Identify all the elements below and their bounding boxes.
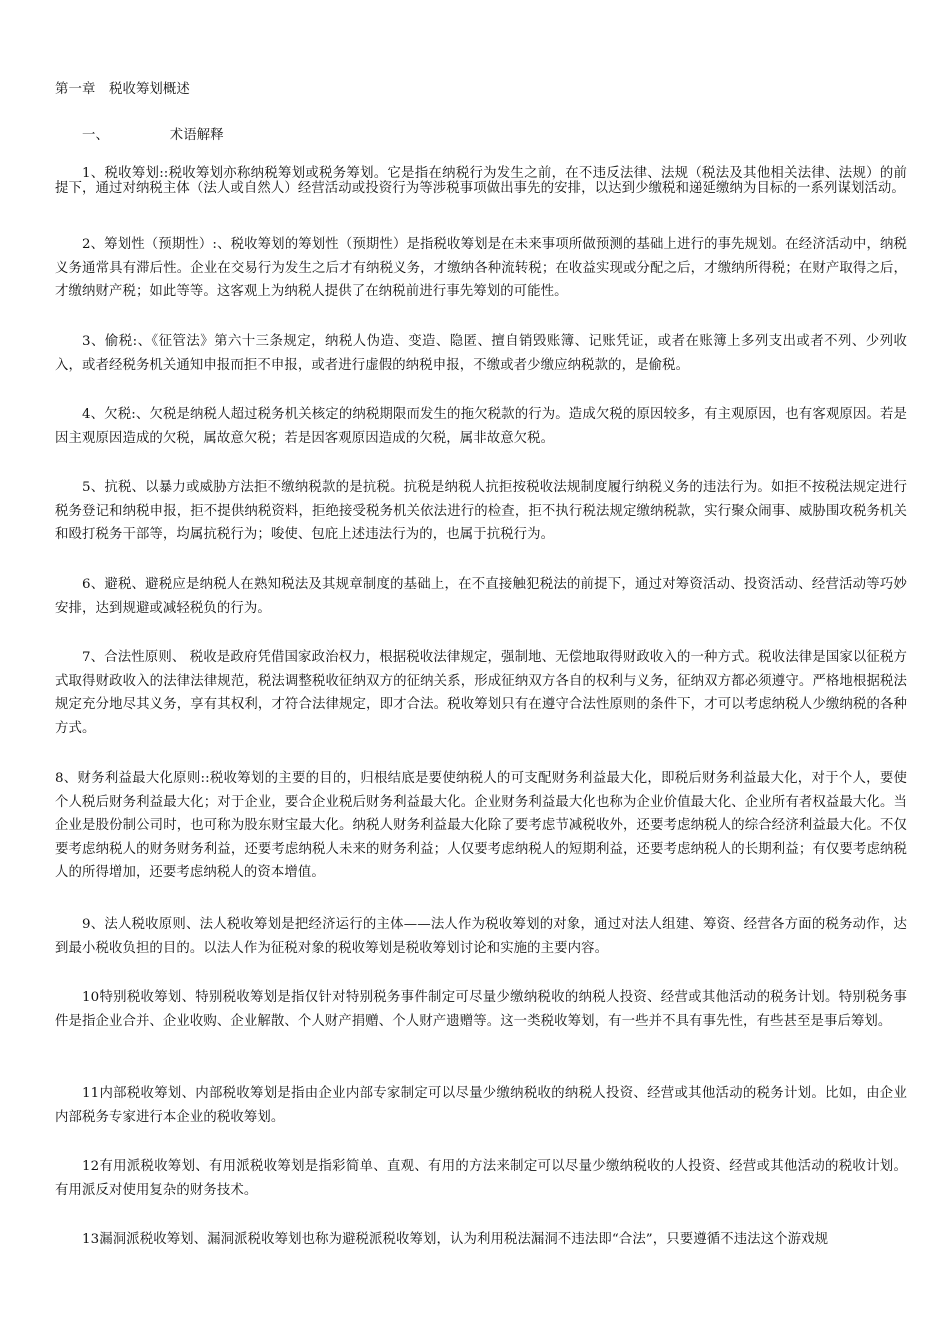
paragraph-loophole-planning: 13漏洞派税收筹划、漏洞派税收筹划也称为避税派税收筹划，认为利用税法漏洞不违法即“合法”，只要遵循不违法这个游戏规 (82, 1232, 829, 1247)
paragraph-tax-avoidance: 6、避税、避税应是纳税人在熟知税法及其规章制度的基础上，在不直接触犯税法的前提下，通过对筹资活动、投资活动、经营活动等巧妙安排，达到规避或减轻税负的行为。 (55, 577, 907, 616)
paragraph-tax-resistance: 5、抗税、以暴力或威胁方法拒不缴纳税款的是抗税。抗税是纳税人抗拒按税收法规制度履行纳税义务的违法行为。如拒不按税法规定进行税务登记和纳税申报，拒不提供纳税资料，拒绝接受税务机关依法进行的检查，拒不执行税法规定缴纳税款，实行聚众闹事、威胁围攻税务机关和殴打税务干部等，均属抗税行为；唆使、包庇上述违法行为的，也属于抗税行为。 (55, 480, 907, 542)
paragraph-internal-planning: 11内部税收筹划、内部税收筹划是指由企业内部专家制定可以尽量少缴纳税收的纳税人投资、经营或其他活动的税务计划。比如，由企业内部税务专家进行本企业的税收筹划。 (55, 1086, 907, 1125)
section-heading: 一、 术语解释 (82, 128, 224, 143)
paragraph-practical-planning: 12有用派税收筹划、有用派税收筹划是指彩简单、直观、有用的方法来制定可以尽量少缴纳税收的人投资、经营或其他活动的税收计划。有用派反对使用复杂的财务技术。 (55, 1159, 907, 1198)
paragraph-financial-benefit: 8、财务利益最大化原则::税收筹划的主要的目的，归根结底是要使纳税人的可支配财务利益最大化，即税后财务利益最大化，对于个人，要使个人税后财务利益最大化；对于企业，要合企业税后财务利益最大化。企业财务利益最大化也称为企业价值最大化、企业所有者权益最大化。当企业是股份制公司时，也可称为股东财宝最大化。纳税人财务利益最大化除了要考虑节减税收外，还要考虑纳税人的综合经济利益最大化。不仅要考虑纳税人的财务财务利益，还要考虑纳税人未来的财务利益；人仅要考虑纳税人的短期利益，还要考虑纳税人的长期利益；有仅要考虑纳税人的所得增加，还要考虑纳税人的资本增值。 (55, 771, 907, 880)
paragraph-legality-principle: 7、合法性原则、 税收是政府凭借国家政治权力，根据税收法律规定，强制地、无偿地取得财政收入的一种方式。税收法律是国家以征税方式取得财政收入的法律法律规范，税法调整税收征纳双方的征纳关系，形成征纳双方各自的权利与义务，征纳双方都必须遵守。严格地根据税法规定充分地尽其义务，享有其权利，才符合法律规定，即才合法。税收筹划只有在遵守合法性原则的条件下，才可以考虑纳税人少缴纳税的各种方式。 (55, 650, 907, 736)
paragraph-legal-person: 9、法人税收原则、法人税收筹划是把经济运行的主体——法人作为税收筹划的对象，通过对法人组建、筹资、经营各方面的税务动作，达到最小税收负担的目的。以法人作为征税对象的税收筹划是税收筹划讨论和实施的主要内容。 (55, 917, 907, 956)
paragraph-tax-evasion: 3、偷税:、《征管法》第六十三条规定，纳税人伪造、变造、隐匿、擅自销毁账簿、记账凭证，或者在账簿上多列支出或者不列、少列收入，或者经税务机关通知申报而拒不申报，或者进行虚假的纳税申报，不缴或者少缴应纳税款的，是偷税。 (55, 334, 907, 373)
paragraph-planning-nature: 2、筹划性（预期性）:、税收筹划的筹划性（预期性）是指税收筹划是在未来事项所做预测的基础上进行的事先规划。在经济活动中，纳税义务通常具有滞后性。企业在交易行为发生之后才有纳税义务，才缴纳各种流转税；在收益实现或分配之后，才缴纳所得税；在财产取得之后，才缴纳财产税；如此等等。这客观上为纳税人提供了在纳税前进行事先筹划的可能性。 (55, 237, 907, 299)
paragraph-tax-arrears: 4、欠税:、欠税是纳税人超过税务机关核定的纳税期限而发生的拖欠税款的行为。造成欠税的原因较多，有主观原因，也有客观原因。若是因主观原因造成的欠税，属故意欠税；若是因客观原因造成的欠税，属非故意欠税。 (55, 407, 907, 446)
chapter-title: 第一章 税收筹划概述 (55, 82, 190, 97)
paragraph-tax-planning: 1、税收筹划::税收筹划亦称纳税筹划或税务筹划。它是指在纳税行为发生之前，在不违反法律、法规（税法及其他相关法律、法规）的前提下，通过对纳税主体（法人或自然人）经营活动或投资行为等涉税事项做出事先的安排，以达到少缴税和递延缴纳为目标的一系列谋划活动。 (55, 166, 907, 196)
paragraph-special-planning: 10特别税收筹划、特别税收筹划是指仅针对特别税务事件制定可尽量少缴纳税收的纳税人投资、经营或其他活动的税务计划。特别税务事件是指企业合并、企业收购、企业解散、个人财产捐赠、个人财产遗赠等。这一类税收筹划，有一些并不具有事先性，有些甚至是事后筹划。 (55, 990, 907, 1029)
